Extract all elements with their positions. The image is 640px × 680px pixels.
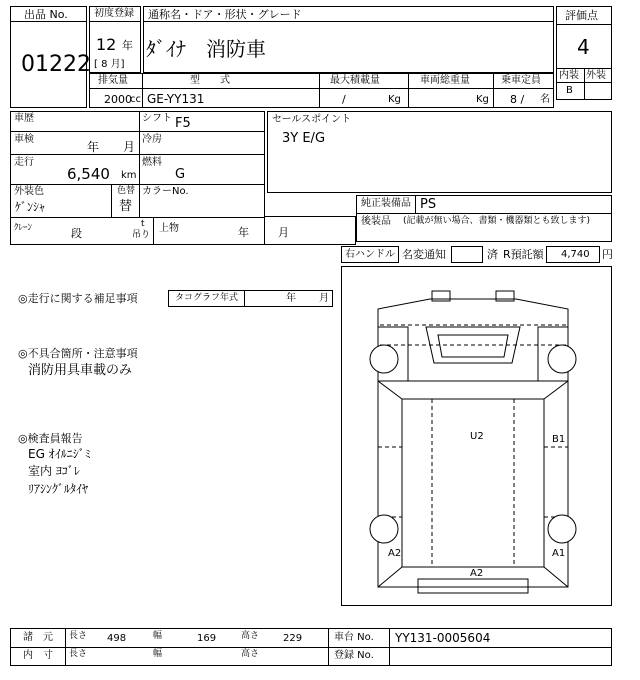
cab-outline xyxy=(378,299,568,381)
inspector-line-3: ﾘｱｼﾝｸﾞﾙﾀｲﾔ xyxy=(28,482,89,496)
interior-label: 内装 xyxy=(559,70,579,81)
displacement-label: 排気量 xyxy=(98,75,128,86)
equipment-box xyxy=(356,195,612,242)
shift: F5 xyxy=(175,116,191,131)
inspector-line-2: 室内 ﾖｺﾞﾚ xyxy=(28,464,80,478)
reg-label: 登録 No. xyxy=(334,650,374,661)
spec-table xyxy=(89,73,554,108)
name-change-box xyxy=(451,246,483,263)
ext-color-label: 外装色 xyxy=(14,186,44,197)
inspection-month-unit: 月 xyxy=(123,140,136,154)
cargo-bed xyxy=(378,381,568,587)
recycle-amount: 4,740 xyxy=(561,249,590,260)
lot-no-box xyxy=(10,6,91,108)
int-length-label: 長さ xyxy=(69,649,88,659)
height: 229 xyxy=(283,633,303,644)
ac-label: 冷房 xyxy=(142,134,162,145)
defects-text: 消防用具車載のみ xyxy=(28,363,133,378)
steering-box xyxy=(341,246,399,263)
displacement-unit: cc xyxy=(130,94,141,105)
rating: 4 xyxy=(577,35,590,59)
recycle-label: R預託額 xyxy=(503,248,544,261)
genuine-label: 純正装備品 xyxy=(361,198,411,209)
tachograph-box xyxy=(168,290,333,307)
cargo-floor xyxy=(402,399,544,567)
color-no-label: カラーNo. xyxy=(142,186,189,197)
selling-points: 3Y E/G xyxy=(282,131,326,146)
chassis-label: 車台 No. xyxy=(334,632,374,643)
rear-left-wheel xyxy=(370,515,398,543)
mileage-unit: km xyxy=(121,170,137,181)
crane-stage: 段 xyxy=(71,227,82,240)
displacement: 2000 xyxy=(104,93,132,106)
tacho-year-unit: 年 xyxy=(286,293,296,304)
ext-color: ｹﾞﾝｼｬ xyxy=(15,200,46,214)
defects-title: ◎不具合箇所・注意事項 xyxy=(18,347,138,360)
type-label: 型 式 xyxy=(190,75,230,86)
first-reg-year: 12 xyxy=(96,35,117,54)
upper-label: 上物 xyxy=(159,223,179,234)
first-reg-label: 初度登録 xyxy=(94,8,134,19)
crane-label: ｸﾚｰﾝ xyxy=(14,223,33,233)
dimensions-table xyxy=(10,628,612,666)
chassis-no: YY131-0005604 xyxy=(395,631,491,645)
fuel-label: 燃料 xyxy=(142,157,162,168)
aftermarket-note: (記載が無い場合、書類・機器類とも致します) xyxy=(403,216,591,226)
capacity: 8 / xyxy=(510,93,525,106)
color-change-label: 色替 xyxy=(117,186,136,196)
gross-weight-label: 車両総重量 xyxy=(420,75,470,86)
steering: 右ハンドル xyxy=(345,249,395,260)
crane-lift: 吊り xyxy=(132,230,151,240)
upper-month-unit: 月 xyxy=(278,226,289,239)
int-width-label: 幅 xyxy=(153,649,163,659)
deposit-mark: 済 xyxy=(487,248,498,261)
shift-label: シフト xyxy=(142,113,172,124)
max-load-unit: Kg xyxy=(388,94,401,105)
history-label: 車歴 xyxy=(14,113,34,124)
yen-unit: 円 xyxy=(602,248,613,261)
length-label: 長さ xyxy=(69,631,88,641)
damage-a2-bottom: A2 xyxy=(470,568,484,579)
damage-a2-left: A2 xyxy=(388,548,402,559)
color-change: 替 xyxy=(119,199,133,214)
tacho-month-unit: 月 xyxy=(319,293,329,304)
upper-year-unit: 年 xyxy=(238,226,249,239)
gross-weight-unit: Kg xyxy=(476,94,489,105)
width-label: 幅 xyxy=(153,631,163,641)
lot-no-label: 出品 No. xyxy=(24,8,68,21)
driving-notes-title: ◎走行に関する補足事項 xyxy=(18,292,138,305)
first-reg-year-unit: 年 xyxy=(122,39,133,52)
interior-dims-label: 内 寸 xyxy=(23,650,53,661)
rating-label: 評価点 xyxy=(565,9,598,22)
damage-a1-right: A1 xyxy=(552,548,566,559)
aftermarket-label: 後装品 xyxy=(361,216,391,227)
damage-b1: B1 xyxy=(552,434,566,445)
type-code: GE-YY131 xyxy=(147,92,205,106)
inspection-year-unit: 年 xyxy=(87,140,100,154)
detail-block xyxy=(10,111,265,245)
interior-grade: B xyxy=(566,85,573,96)
name-change-label: 名変通知 xyxy=(402,248,446,261)
tailgate xyxy=(418,579,528,593)
inspection-label: 車検 xyxy=(14,134,34,145)
vehicle-diagram xyxy=(341,266,612,606)
fuel: G xyxy=(175,167,186,182)
genuine: PS xyxy=(420,197,437,212)
model-name-label: 通称名・ドア・形状・グレード xyxy=(148,8,302,21)
dims-label: 諸 元 xyxy=(23,632,53,643)
width: 169 xyxy=(197,633,217,644)
max-load-label: 最大積載量 xyxy=(330,75,380,86)
damage-u2: U2 xyxy=(470,431,484,442)
max-load: / xyxy=(342,93,346,106)
model-name-box xyxy=(143,6,554,73)
selling-points-box xyxy=(267,111,612,193)
capacity-unit: 名 xyxy=(540,94,550,105)
lot-no: 01222 xyxy=(21,52,91,77)
inspector-title: ◎検査員報告 xyxy=(18,432,83,445)
first-reg-month: [ 8 月] xyxy=(94,59,125,70)
mileage: 6,540 xyxy=(67,165,110,183)
rating-box xyxy=(556,6,612,100)
inspector-line-1: EG ｵｲﾙﾆｼﾞﾐ xyxy=(28,447,91,461)
front-left-wheel xyxy=(370,345,398,373)
upper-equipment-box xyxy=(238,216,356,245)
model-name: ﾀﾞｲﾅ 消防車 xyxy=(146,37,266,61)
recycle-amount-box xyxy=(546,246,600,263)
mileage-label: 走行 xyxy=(14,157,34,168)
selling-points-label: セールスポイント xyxy=(272,114,352,125)
crane-t: t xyxy=(141,219,145,229)
rear-right-wheel xyxy=(548,515,576,543)
first-registration-box xyxy=(89,6,141,73)
height-label: 高さ xyxy=(241,631,260,641)
int-height-label: 高さ xyxy=(241,649,260,659)
capacity-label: 乗車定員 xyxy=(501,75,541,86)
exterior-label: 外装 xyxy=(586,70,606,81)
front-right-wheel xyxy=(548,345,576,373)
length: 498 xyxy=(107,633,127,644)
tacho-label: タコグラフ年式 xyxy=(175,293,239,303)
